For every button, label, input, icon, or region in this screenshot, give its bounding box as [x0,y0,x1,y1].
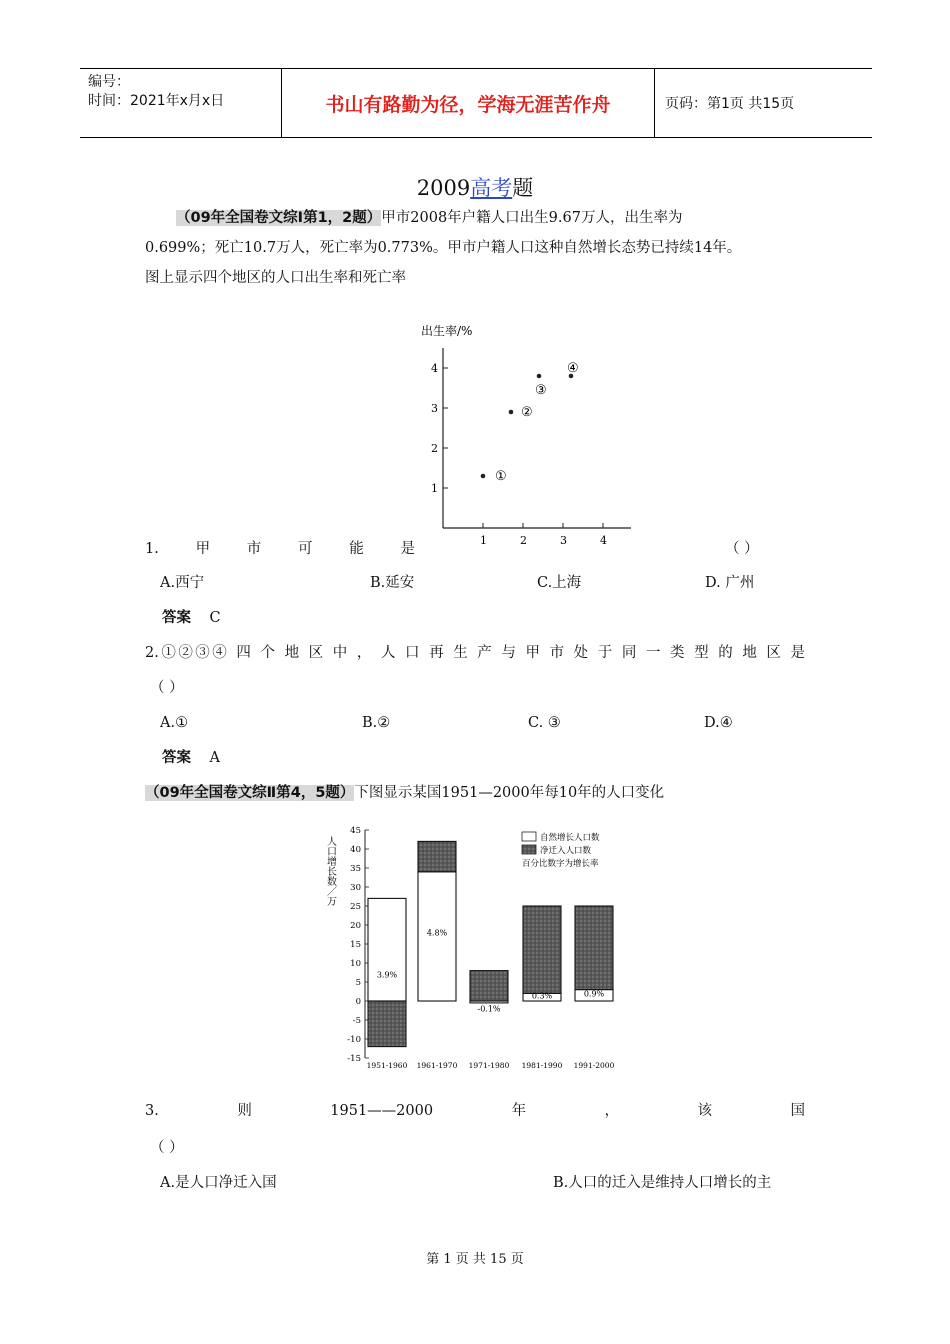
q1-stem-char: 是 [400,541,415,557]
q1-stem [145,534,415,564]
q3-stem-word: 3. [145,1103,159,1119]
q3-option-a: A.是人口净迁入国 [160,1175,277,1191]
header-page-info: 页码：第1页 共15页 [665,96,795,112]
chart2-y-tick-label: 30 [350,883,361,893]
chart1-x-tick-label: 1 [480,534,487,547]
q3-stem-word: ， [604,1103,620,1119]
q1-option-b: B.延安 [370,575,415,591]
chart2-rate-label: 4.8% [426,928,448,938]
chart2-y-tick-label: 45 [350,826,361,836]
chart1-x-tick-label: 3 [560,534,567,547]
q2-option-a: A.① [160,715,189,731]
title-link[interactable]: 高考 [470,176,513,200]
chart2-y-tick-label: 10 [350,959,361,969]
population-change-bar-chart [320,820,650,1078]
chart2-y-tick-label: 20 [350,921,361,931]
header-motto: 书山有路勤为径，学海无涯苦作舟 [282,69,655,137]
legend-migration-label: 净迁入人口数 [540,846,592,856]
header-number: 编号： [88,74,130,90]
chart2-bar-migration [575,906,613,990]
chart2-bar-migration [368,1001,406,1047]
chart1-y-tick-label: 2 [431,442,438,455]
birth-rate-scatter-chart [415,318,645,550]
chart1-y-tick-label: 3 [431,402,438,415]
q1-answer-value: C [209,610,221,626]
chart2-category-label: 1971-1980 [468,1061,510,1070]
legend-rate-note: 百分比数字为增长率 [522,859,599,869]
chart2-category-label: 1981-1990 [521,1061,563,1070]
header-time: 时间：2021年x月x日 [88,93,225,109]
chart1-y-tick-label: 4 [431,362,438,375]
q12-intro-line3: 图上显示四个地区的人口出生率和死亡率 [145,270,406,286]
chart2-rate-label: 0.3% [531,991,553,1001]
chart2-y-tick-label: 15 [350,940,361,950]
title-suffix: 题 [512,176,534,200]
chart1-point-label: ② [521,405,533,420]
chart1-point [537,374,542,379]
q1-answer-paren: （ ） [725,541,759,557]
chart2-legend [522,832,600,869]
chart2-y-tick-label: 0 [355,997,361,1007]
q2-option-b: B.② [362,715,391,731]
q12-intro-line2: 0.699%；死亡10.7万人，死亡率为0.773%。甲市户籍人口这种自然增长态势已持续14年。 [145,240,742,256]
chart2-bar-migration [470,971,508,1001]
legend-natural-swatch [522,832,536,841]
chart2-y-tick-label: 5 [355,978,361,988]
q12-intro-line1 [176,203,816,233]
chart1-x-tick-label: 2 [520,534,527,547]
q2-answer-label: 答案 [162,750,191,766]
q1-answer [162,603,221,633]
q3-stem-word: 该 [697,1103,712,1119]
legend-migration-swatch [522,845,536,854]
q1-stem-char: 甲 [195,541,211,557]
q45-source: （09年全国卷文综Ⅱ第4，5题） [145,785,355,801]
q2-option-c: C. ③ [528,715,561,731]
chart1-x-tick-label: 4 [600,534,607,547]
q2-answer-value: A [209,750,220,766]
q2-stem: 2.①②③④ 四 个 地 区 中 ， 人 口 再 生 产 与 甲 市 处 于 同 一 类 型 的 地 区 是 [145,645,805,661]
page-header [80,68,872,138]
q12-intro-text1: 甲市2008年户籍人口出生9.67万人，出生率为 [381,210,683,226]
chart2-category-label: 1961-1970 [416,1061,458,1070]
q1-stem-char: 可 [298,541,313,557]
chart2-category-label: 1991-2000 [573,1061,615,1070]
chart2-bar-migration [523,906,561,993]
chart2-y-tick-label: -5 [352,1016,361,1026]
page-footer: 第 1 页 共 15 页 [426,1252,524,1267]
chart2-rate-label: 0.9% [583,989,605,999]
chart2-rate-label: -0.1% [477,1004,501,1014]
q3-stem-word: 国 [790,1103,805,1119]
chart1-ylabel: 出生率/% [421,324,473,338]
q3-stem [145,1096,805,1126]
q3-stem-word: 则 [237,1103,252,1119]
q1-stem-char: 能 [349,541,364,557]
legend-natural-label: 自然增长人口数 [540,833,600,843]
q45-intro-text: 下图显示某国1951—2000年每10年的人口变化 [354,785,665,801]
q1-option-c: C.上海 [537,575,582,591]
chart2-y-tick-label: 25 [350,902,361,912]
chart2-rate-label: 3.9% [376,970,398,980]
q12-source: （09年全国卷文综Ⅰ第1，2题） [176,210,382,226]
chart2-y-tick-label: -15 [347,1054,361,1064]
chart2-y-tick-label: 35 [350,864,361,874]
chart1-point-label: ③ [535,383,547,398]
chart1-point [481,474,486,479]
q1-answer-label: 答案 [162,610,191,626]
q2-answer-paren: （ ） [150,680,184,696]
chart1-point [509,410,514,415]
page-title [0,172,950,202]
chart2-bar-natural [368,898,406,1001]
chart2-y-tick-label: 40 [350,845,361,855]
q2-answer [162,743,220,773]
chart1-y-tick-label: 1 [431,482,438,495]
chart1-point-label: ④ [567,361,579,376]
q1-option-d: D. 广州 [705,575,755,591]
q3-stem-word: 年 [511,1103,527,1119]
chart2-bar-migration [418,841,456,871]
q1-stem-char: 市 [246,541,262,557]
chart2-ylabel: 人口增长数／万 [324,836,336,906]
q3-answer-paren: （ ） [150,1140,184,1156]
q1-option-a: A.西宁 [160,575,205,591]
q3-option-b: B.人口的迁入是维持人口增长的主 [553,1175,772,1191]
q45-intro [145,778,825,808]
chart2-y-tick-label: -10 [347,1035,361,1045]
q3-stem-word: 1951——2000 [330,1103,434,1119]
q2-option-d: D.④ [704,715,733,731]
header-meta [80,69,282,137]
chart2-category-label: 1951-1960 [366,1061,408,1070]
q1-stem-char: 1. [145,541,159,557]
title-year: 2009 [416,176,471,200]
chart1-point-label: ① [495,469,507,484]
